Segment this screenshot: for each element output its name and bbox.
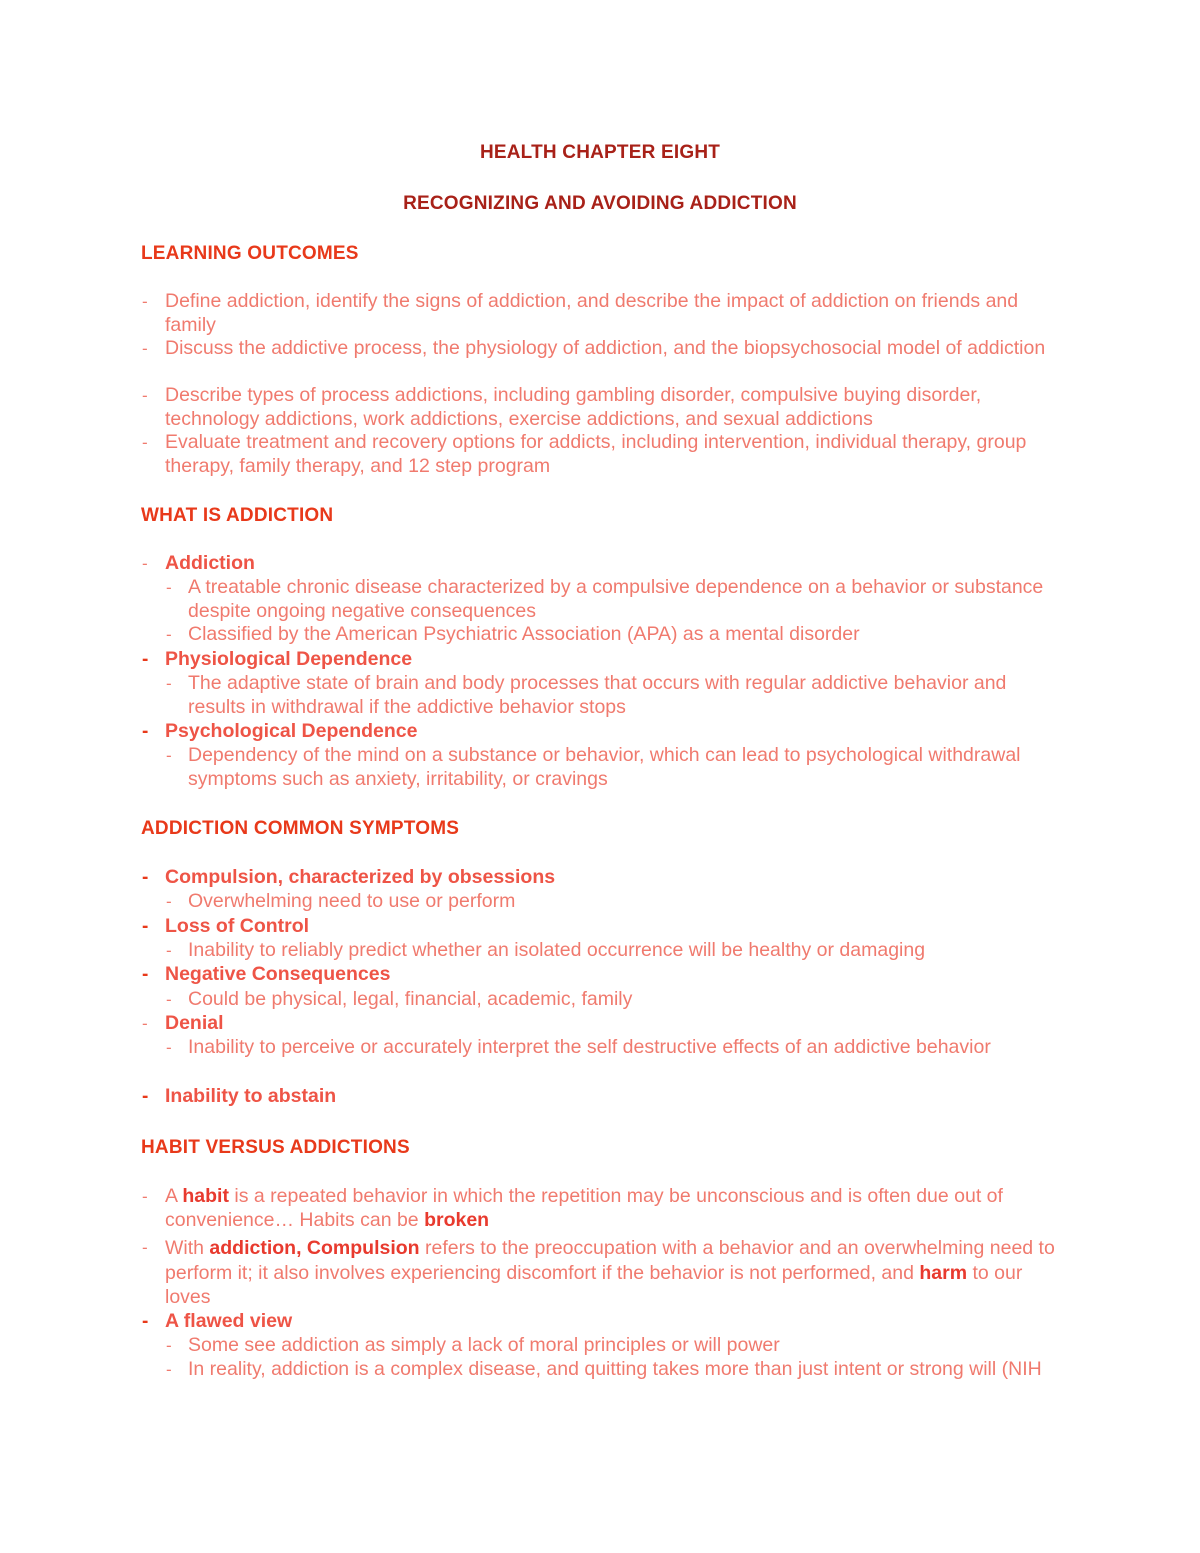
section-heading-common-symptoms: ADDICTION COMMON SYMPTOMS bbox=[141, 818, 460, 839]
bullet-dash: - bbox=[142, 867, 149, 888]
term-label: Negative Consequences bbox=[165, 963, 391, 985]
bullet-dash: - bbox=[142, 433, 148, 452]
bullet-dash: - bbox=[142, 1014, 148, 1033]
term-label: Addiction bbox=[165, 552, 255, 574]
term-point: In reality, addiction is a complex disease, and quitting takes more than just intent or strong will (NIH bbox=[188, 1358, 1042, 1380]
sub-bullet-dash: - bbox=[166, 746, 172, 765]
term-point: A treatable chronic disease characterized by a compulsive dependence on a behavior or substance despite ongoing negative consequences bbox=[188, 576, 1044, 622]
term-label: Denial bbox=[165, 1012, 224, 1034]
sub-bullet-dash: - bbox=[166, 892, 172, 911]
bullet-dash: - bbox=[142, 339, 148, 358]
term-label: A flawed view bbox=[165, 1310, 293, 1332]
term-label: Inability to abstain bbox=[165, 1085, 337, 1107]
term-label: Loss of Control bbox=[165, 915, 310, 937]
bullet-dash: - bbox=[142, 1238, 148, 1257]
habit-definition: A habit is a repeated behavior in which the repetition may be unconscious and is often due out of convenience… Habits can be broken bbox=[165, 1185, 1003, 1231]
list-item: Discuss the addictive process, the physiology of addiction, and the biopsychosocial model of addiction bbox=[165, 337, 1046, 359]
document-title: HEALTH CHAPTER EIGHT bbox=[479, 142, 721, 163]
term-point: Inability to perceive or accurately interpret the self destructive effects of an addictive behavior bbox=[188, 1036, 991, 1058]
sub-bullet-dash: - bbox=[166, 625, 172, 644]
sub-bullet-dash: - bbox=[166, 941, 172, 960]
term-point: Dependency of the mind on a substance or behavior, which can lead to psychological withdrawal symptoms such as anxiety, irritability, or cravings bbox=[188, 744, 1021, 790]
sub-bullet-dash: - bbox=[166, 578, 172, 597]
sub-bullet-dash: - bbox=[166, 1038, 172, 1057]
term-label: Psychological Dependence bbox=[165, 720, 418, 742]
list-item: Describe types of process addictions, including gambling disorder, compulsive buying disorder, technology addictions, work addictions, exercise addictions, and sexual addictions bbox=[165, 384, 982, 430]
term-point: The adaptive state of brain and body processes that occurs with regular addictive behavior and results in withdrawal if the addictive behavior stops bbox=[188, 672, 1007, 718]
term-label: Physiological Dependence bbox=[165, 648, 413, 670]
term-point: Could be physical, legal, financial, academic, family bbox=[188, 988, 633, 1010]
bullet-dash: - bbox=[142, 721, 149, 742]
term-label: Compulsion, characterized by obsessions bbox=[165, 866, 556, 888]
bullet-dash: - bbox=[142, 1187, 148, 1206]
bullet-dash: - bbox=[142, 554, 148, 573]
section-heading-habit-vs-addiction: HABIT VERSUS ADDICTIONS bbox=[141, 1137, 410, 1158]
bullet-dash: - bbox=[142, 964, 149, 985]
section-heading-learning-outcomes: LEARNING OUTCOMES bbox=[141, 243, 359, 264]
bullet-dash: - bbox=[142, 916, 149, 937]
sub-bullet-dash: - bbox=[166, 1336, 172, 1355]
bullet-dash: - bbox=[142, 649, 149, 670]
term-point: Classified by the American Psychiatric Association (APA) as a mental disorder bbox=[188, 623, 860, 645]
term-point: Inability to reliably predict whether an isolated occurrence will be healthy or damaging bbox=[188, 939, 926, 961]
bullet-dash: - bbox=[142, 386, 148, 405]
sub-bullet-dash: - bbox=[166, 674, 172, 693]
list-item: Evaluate treatment and recovery options for addicts, including intervention, individual therapy, group therapy, family therapy, and 12 step program bbox=[165, 431, 1027, 477]
term-point: Overwhelming need to use or perform bbox=[188, 890, 516, 912]
section-heading-what-is-addiction: WHAT IS ADDICTION bbox=[141, 505, 334, 526]
term-point: Some see addiction as simply a lack of moral principles or will power bbox=[188, 1334, 780, 1356]
bullet-dash: - bbox=[142, 1311, 149, 1332]
list-item: Define addiction, identify the signs of addiction, and describe the impact of addiction on friends and family bbox=[165, 290, 1019, 336]
sub-bullet-dash: - bbox=[166, 990, 172, 1009]
sub-bullet-dash: - bbox=[166, 1360, 172, 1379]
document-subtitle: RECOGNIZING AND AVOIDING ADDICTION bbox=[403, 193, 797, 214]
bullet-dash: - bbox=[142, 292, 148, 311]
bullet-dash: - bbox=[142, 1086, 149, 1107]
addiction-definition: With addiction, Compulsion refers to the preoccupation with a behavior and an overwhelming need to perform it; it also involves experiencing discomfort if the behavior is not performed, and harm to our loves bbox=[165, 1237, 1055, 1308]
